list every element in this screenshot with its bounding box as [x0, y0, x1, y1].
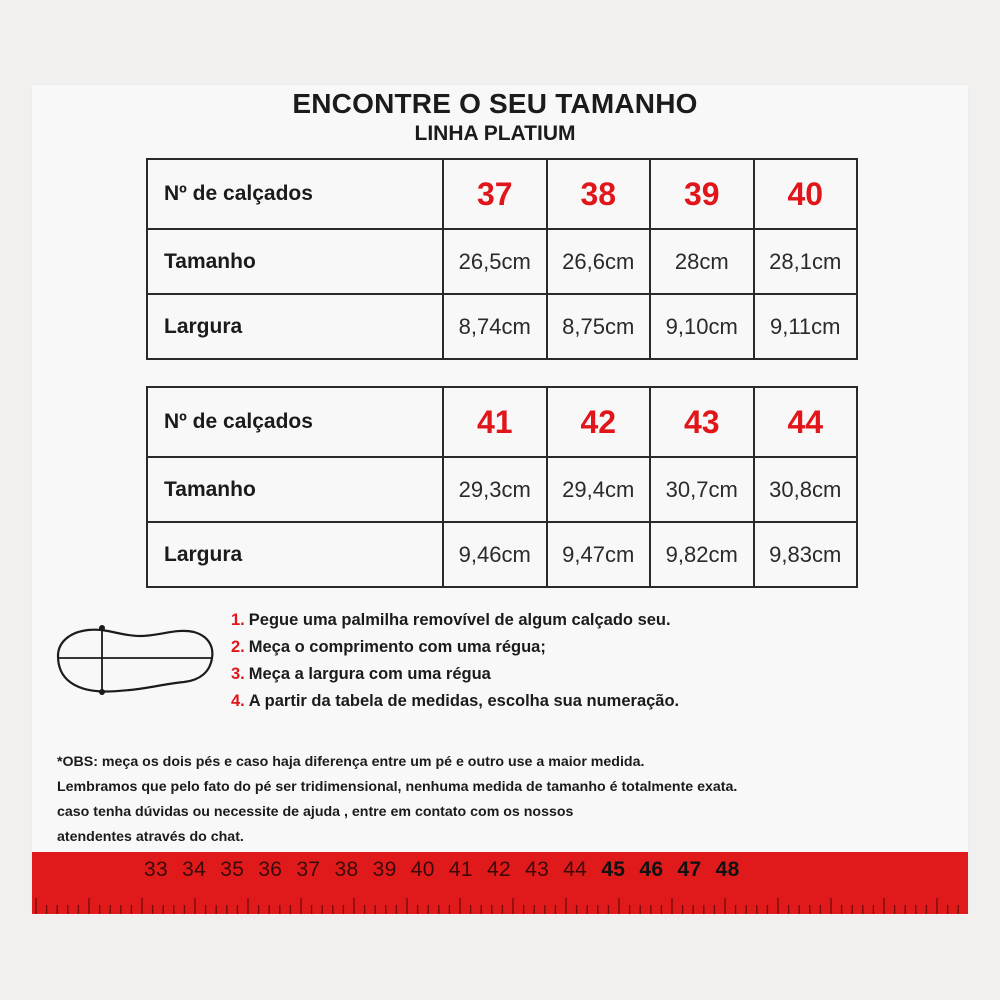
step-text: A partir da tabela de medidas, escolha sua numeração.: [248, 692, 680, 710]
step-number: 1.: [231, 611, 245, 629]
instruction-step: [231, 634, 679, 661]
step-text: Meça o comprimento com uma régua;: [248, 638, 546, 656]
row-header-length: Tamanho: [147, 457, 443, 522]
length-cell: 29,4cm: [547, 457, 651, 522]
insole-outline-icon: [50, 620, 220, 705]
instruction-step: [231, 688, 679, 715]
step-text: Pegue uma palmilha removível de algum calçado seu.: [248, 611, 671, 629]
width-cell: 9,11cm: [754, 294, 858, 359]
ruler-number: 40: [410, 858, 435, 881]
row-header-length: Tamanho: [147, 229, 443, 294]
width-cell: 8,75cm: [547, 294, 651, 359]
table-row-sizes: [147, 159, 857, 229]
size-40: 40: [754, 159, 858, 229]
step-number: 3.: [231, 665, 245, 683]
size-43: 43: [650, 387, 754, 457]
row-header-sizes: Nº de calçados: [147, 387, 443, 457]
ruler-numbers: [144, 858, 748, 882]
instruction-step: [231, 607, 679, 634]
size-table-1: [146, 158, 858, 360]
ruler-number: 42: [486, 858, 511, 881]
page-title: ENCONTRE O SEU TAMANHO: [292, 88, 698, 119]
table-row-sizes: [147, 387, 857, 457]
width-cell: 9,10cm: [650, 294, 754, 359]
row-header-width: Largura: [147, 294, 443, 359]
ruler-number: 39: [372, 858, 397, 881]
ruler-number: 35: [220, 858, 245, 881]
step-number: 4.: [231, 692, 245, 710]
ruler-number-bold: 45: [601, 858, 626, 881]
length-cell: 28cm: [650, 229, 754, 294]
ruler-ticks: [32, 884, 968, 914]
page-subtitle: LINHA PLATIUM: [414, 122, 576, 145]
table-row-length: [147, 457, 857, 522]
obs-line: Lembramos que pelo fato do pé ser tridimensional, nenhuma medida de tamanho é totalmente exata.: [57, 779, 738, 795]
width-cell: 8,74cm: [443, 294, 547, 359]
row-header-width: Largura: [147, 522, 443, 587]
width-cell: 9,82cm: [650, 522, 754, 587]
ruler-number: 41: [448, 858, 473, 881]
instruction-step: [231, 661, 679, 688]
ruler-number-bold: 48: [715, 858, 740, 881]
ruler-number: 38: [334, 858, 359, 881]
ruler-number: 36: [258, 858, 283, 881]
ruler-number: 33: [144, 858, 168, 881]
table-row-width: [147, 522, 857, 587]
step-number: 2.: [231, 638, 245, 656]
table-row-length: [147, 229, 857, 294]
ruler-number: 43: [525, 858, 550, 881]
size-37: 37: [443, 159, 547, 229]
row-header-sizes: Nº de calçados: [147, 159, 443, 229]
size-39: 39: [650, 159, 754, 229]
size-42: 42: [547, 387, 651, 457]
ruler-number: 37: [296, 858, 321, 881]
width-cell: 9,47cm: [547, 522, 651, 587]
ruler-banner: [32, 852, 968, 914]
instruction-list: [231, 607, 679, 715]
size-41: 41: [443, 387, 547, 457]
width-cell: 9,83cm: [754, 522, 858, 587]
length-cell: 26,5cm: [443, 229, 547, 294]
table-row-width: [147, 294, 857, 359]
size-44: 44: [754, 387, 858, 457]
length-cell: 28,1cm: [754, 229, 858, 294]
ruler-number-bold: 46: [639, 858, 664, 881]
length-cell: 26,6cm: [547, 229, 651, 294]
step-text: Meça a largura com uma régua: [248, 665, 491, 683]
length-cell: 30,8cm: [754, 457, 858, 522]
length-cell: 29,3cm: [443, 457, 547, 522]
obs-line: *OBS: meça os dois pés e caso haja diferença entre um pé e outro use a maior medida.: [57, 754, 645, 770]
size-table-2: [146, 386, 858, 588]
size-38: 38: [547, 159, 651, 229]
ruler-number-bold: 47: [677, 858, 702, 881]
ruler-number: 44: [563, 858, 588, 881]
observation-note: [57, 750, 957, 850]
width-cell: 9,46cm: [443, 522, 547, 587]
length-cell: 30,7cm: [650, 457, 754, 522]
obs-line: caso tenha dúvidas ou necessite de ajuda , entre em contato com os nossos: [57, 804, 574, 820]
obs-line: atendentes através do chat.: [57, 829, 244, 845]
ruler-number: 34: [182, 858, 207, 881]
